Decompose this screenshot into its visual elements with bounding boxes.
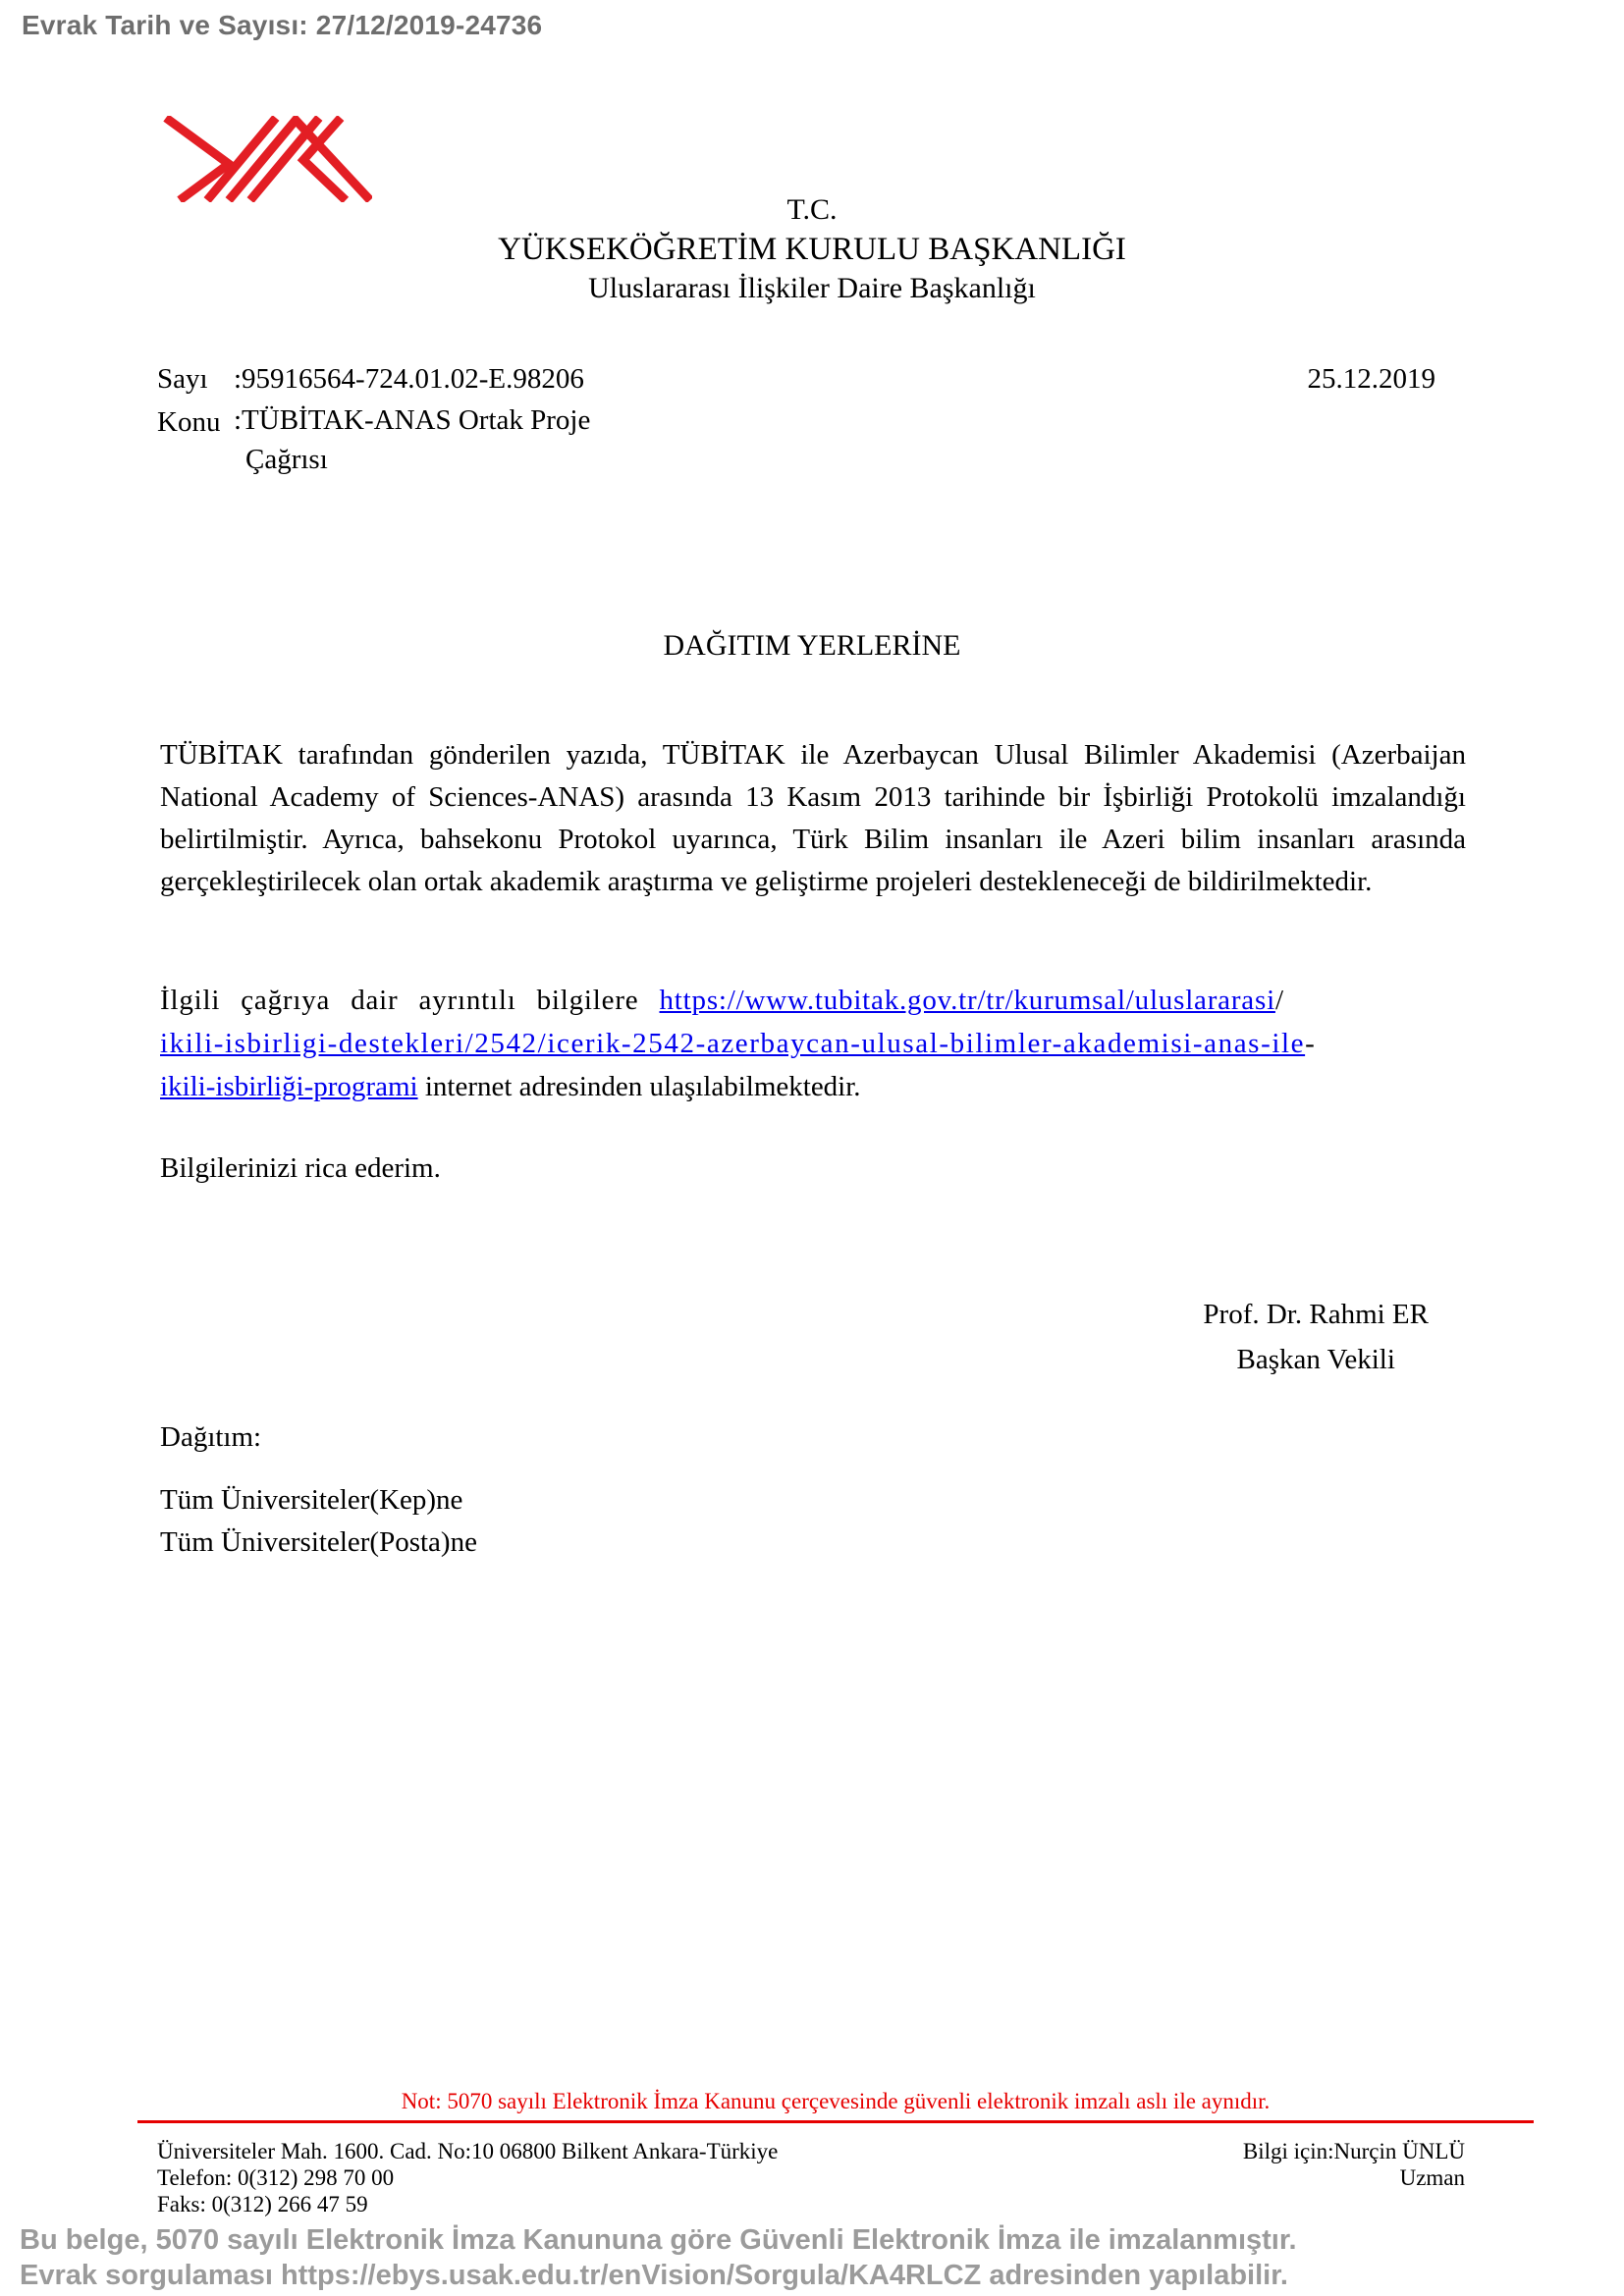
footer-phone: Telefon: 0(312) 298 70 00 [157, 2165, 395, 2190]
footer-contact-title: Uzman [1399, 2165, 1465, 2190]
konu-label: Konu [157, 406, 221, 438]
body-paragraph-1: TÜBİTAK tarafından gönderilen yazıda, TÜBİTAK ile Azerbaycan Ulusal Bilimler Akademisi (Azerbaijan National Academy of Sciences-ANAS) arasında 13 Kasım 2013 tarihinde bir İşbirliği Protokolü imzalandığı belirtilmiştir. Ayrıca, bahsekonu Protokol uyarınca, Türk Bilim insanları ile Azeri bilim insanları arasında gerçekleştirilecek olan ortak akademik araştırma ve geliştirme projeleri destekleneceği de bildirilmektedir. [160, 739, 1466, 897]
closing-line: Bilgilerinizi rica ederim. [160, 1152, 441, 1184]
paragraph2-outro: internet adresinden ulaşılabilmektedir. [417, 1071, 861, 1102]
sayi-value: :95916564-724.01.02-E.98206 [234, 363, 584, 395]
after-link1-slash: / [1274, 985, 1284, 1016]
electronic-signature-note: Not: 5070 sayılı Elektronik İmza Kanunu çerçevesinde güvenli elektronik imzalı aslı ile aynıdır. [137, 2089, 1534, 2123]
document-meta [157, 357, 1463, 479]
distribution-item: Tüm Üniversiteler(Posta)ne [160, 1526, 477, 1558]
footer-address-block [157, 2138, 778, 2217]
konu-value-block [234, 400, 590, 479]
yok-logo [160, 116, 372, 202]
bottom-notice-line2: Evrak sorgulaması https://ebys.usak.edu.tr/enVision/Sorgula/KA4RLCZ adresinden yapılabilir. [20, 2260, 1288, 2291]
signer-title: Başkan Vekili [1236, 1344, 1395, 1375]
distribution-block [160, 1421, 477, 1564]
signature-block [1203, 1292, 1429, 1382]
footer-contact-block [1243, 2138, 1465, 2217]
letterhead-department: Uluslararası İlişkiler Daire Başkanlığı [588, 272, 1036, 304]
tubitak-url-link-line3[interactable]: ikili-isbirliği-programi [160, 1071, 418, 1102]
tubitak-url-link-line1[interactable]: https://www.tubitak.gov.tr/tr/kurumsal/uluslararasi [659, 985, 1275, 1016]
distribution-label: Dağıtım: [160, 1421, 262, 1453]
after-link2-hyphen: - [1305, 1028, 1317, 1059]
footer-contact-person: Bilgi için:Nurçin ÜNLÜ [1242, 2139, 1465, 2163]
bottom-signature-notice [20, 2222, 1604, 2293]
tubitak-url-link-line2[interactable]: ikili-isbirligi-destekleri/2542/icerik-2542-azerbaycan-ulusal-bilimler-akademisi-anas-ile [160, 1028, 1306, 1059]
recipient-heading: DAĞITIM YERLERİNE [663, 629, 961, 662]
letterhead [0, 190, 1624, 308]
document-date-number-header: Evrak Tarih ve Sayısı: 27/12/2019-24736 [22, 10, 543, 40]
bottom-notice-line1: Bu belge, 5070 sayılı Elektronik İmza Kanununa göre Güvenli Elektronik İmza ile imzalanmıştır. [20, 2224, 1297, 2256]
paragraph2-line1 [160, 985, 1284, 1016]
sayi-row [157, 357, 1463, 400]
document-date: 25.12.2019 [1307, 363, 1435, 395]
footer [157, 2138, 1465, 2217]
konu-value-line2: Çağrısı [245, 444, 328, 475]
letterhead-tc: T.C. [786, 193, 838, 226]
distribution-item: Tüm Üniversiteler(Kep)ne [160, 1484, 463, 1516]
signer-name: Prof. Dr. Rahmi ER [1203, 1299, 1429, 1330]
paragraph2-line3 [160, 1071, 861, 1102]
sayi-label: Sayı [157, 363, 208, 395]
footer-address: Üniversiteler Mah. 1600. Cad. No:10 06800 Bilkent Ankara-Türkiye [157, 2139, 779, 2163]
paragraph2-line2 [160, 1028, 1316, 1059]
konu-row [157, 400, 1463, 479]
paragraph2-intro: İlgili çağrıya dair ayrıntılı bilgilere [160, 985, 660, 1016]
footer-fax: Faks: 0(312) 266 47 59 [157, 2192, 368, 2216]
body-paragraph-2 [160, 979, 1466, 1108]
konu-value: :TÜBİTAK-ANAS Ortak Proje [234, 404, 591, 436]
letterhead-organization: YÜKSEKÖĞRETİM KURULU BAŞKANLIĞI [498, 232, 1126, 267]
